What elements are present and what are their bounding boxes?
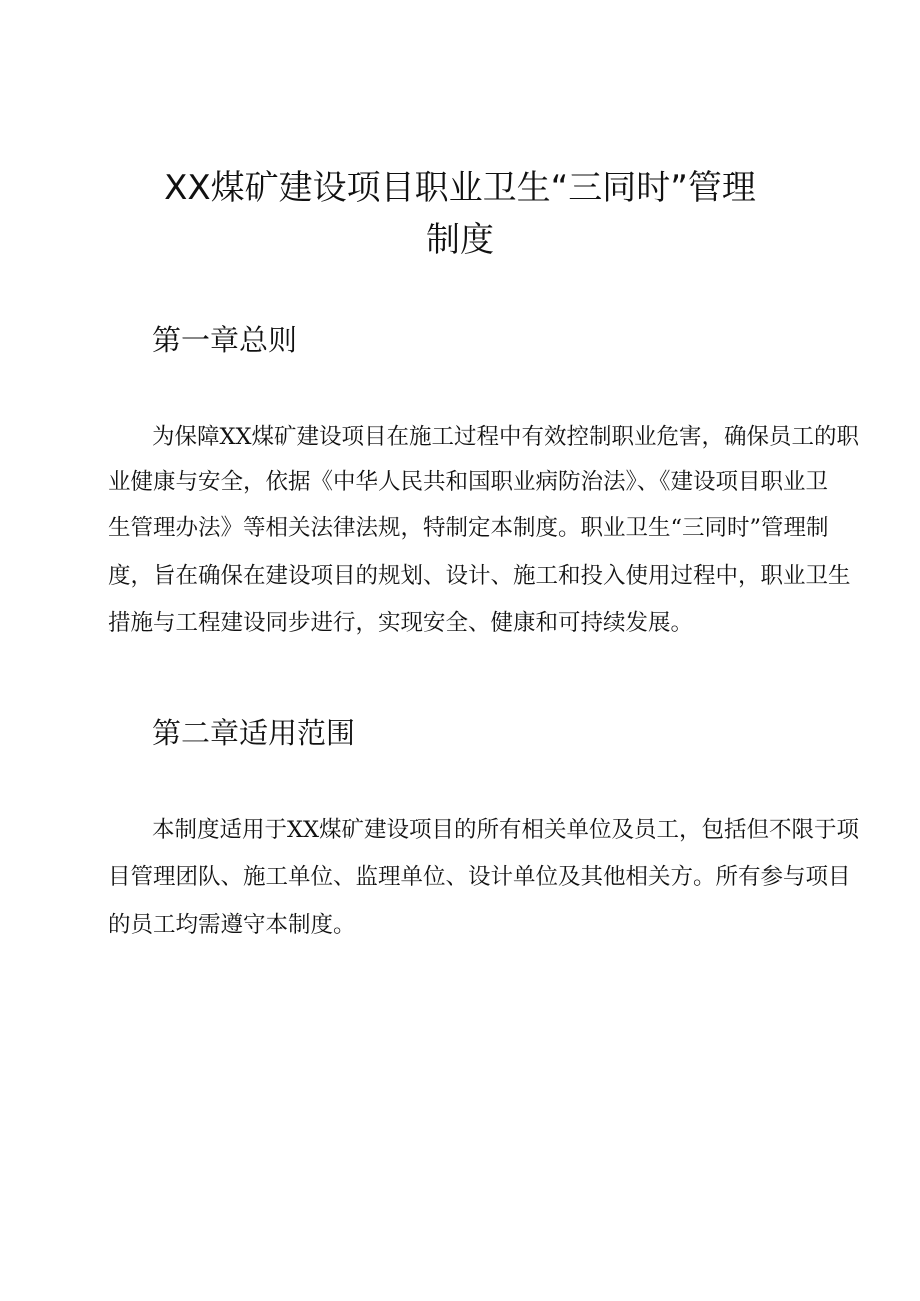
paragraph-line: 的员工均需遵守本制度。 [108, 912, 356, 938]
chapter-2-heading: 第二章适用范围 [152, 716, 356, 750]
paragraph-line: 本制度适用于XX煤矿建设项目的所有相关单位及员工，包括但不限于项 [152, 817, 860, 843]
paragraph-line: 生管理办法》等相关法律法规，特制定本制度。职业卫生“三同时”管理制 [108, 515, 829, 541]
paragraph-line: 目管理团队、施工单位、监理单位、设计单位及其他相关方。所有参与项目 [108, 864, 851, 890]
paragraph-line: 为保障XX煤矿建设项目在施工过程中有效控制职业危害，确保员工的职 [152, 424, 860, 450]
document-title-line-1: XX煤矿建设项目职业卫生“三同时”管理 [164, 168, 756, 208]
paragraph-line: 度，旨在确保在建设项目的规划、设计、施工和投入使用过程中，职业卫生 [108, 563, 851, 589]
document-title-line-2: 制度 [426, 220, 494, 260]
paragraph-line: 业健康与安全，依据《中华人民共和国职业病防治法》、《建设项目职业卫 [108, 469, 829, 495]
chapter-1-heading: 第一章总则 [152, 323, 298, 357]
paragraph-line: 措施与工程建设同步进行，实现安全、健康和可持续发展。 [108, 610, 694, 636]
